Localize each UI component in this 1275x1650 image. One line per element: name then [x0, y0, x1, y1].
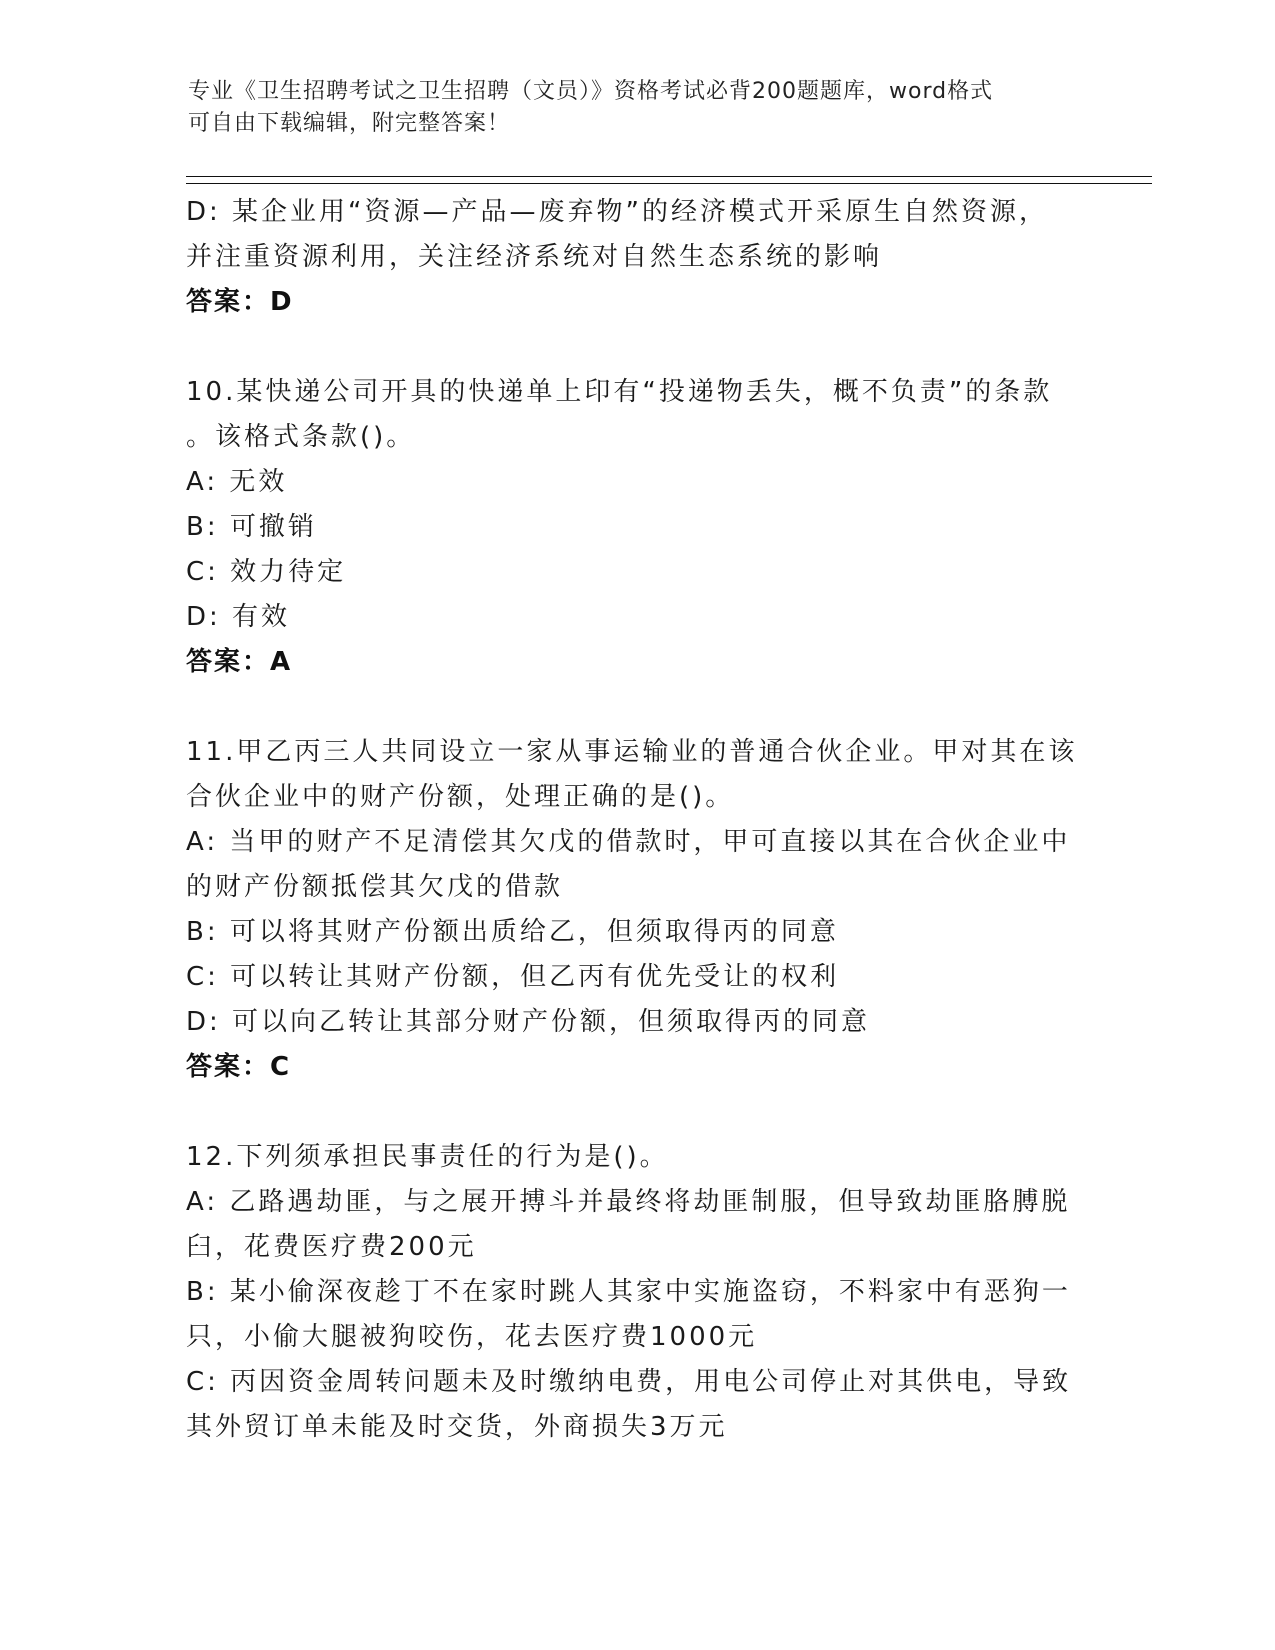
q12-option-a-line2: 臼，花费医疗费200元	[186, 1232, 477, 1262]
q12-option-b-line2: 只，小偷大腿被狗咬伤，花去医疗费1000元	[186, 1322, 758, 1352]
q10-option-a: A: 无效	[186, 467, 288, 497]
q11-option-c: C: 可以转让其财产份额，但乙丙有优先受让的权利	[186, 962, 840, 992]
question-9-tail	[186, 190, 1086, 325]
q11-option-b: B: 可以将其财产份额出质给乙，但须取得丙的同意	[186, 917, 839, 947]
q10-stem-line1: 10.某快递公司开具的快递单上印有“投递物丢失，概不负责”的条款	[186, 377, 1053, 407]
q11-stem-line2: 合伙企业中的财产份额，处理正确的是()。	[186, 782, 735, 812]
q10-option-b: B: 可撤销	[186, 512, 317, 542]
q9-option-d-line1: D: 某企业用“资源—产品—废弃物”的经济模式开采原生自然资源，	[186, 197, 1048, 227]
question-content	[186, 190, 1086, 1450]
q11-option-a-line1: A: 当甲的财产不足清偿其欠戊的借款时，甲可直接以其在合伙企业中	[186, 827, 1071, 857]
q10-option-c: C: 效力待定	[186, 557, 347, 587]
q9-answer: 答案：D	[186, 287, 294, 317]
header-divider	[186, 176, 1152, 184]
page-header	[188, 76, 1088, 140]
q9-option-d-line2: 并注重资源利用，关注经济系统对自然生态系统的影响	[186, 242, 883, 272]
spacer	[186, 685, 1086, 730]
q11-answer: 答案：C	[186, 1052, 292, 1082]
q11-option-d: D: 可以向乙转让其部分财产份额，但须取得丙的同意	[186, 1007, 871, 1037]
question-10	[186, 370, 1086, 685]
question-11	[186, 730, 1086, 1090]
q12-option-a-line1: A: 乙路遇劫匪，与之展开搏斗并最终将劫匪制服，但导致劫匪胳膊脱	[186, 1187, 1071, 1217]
q10-answer: 答案：A	[186, 647, 293, 677]
q10-option-d: D: 有效	[186, 602, 291, 632]
header-line-2: 可自由下载编辑，附完整答案！	[188, 111, 511, 136]
q12-option-b-line1: B: 某小偷深夜趁丁不在家时跳人其家中实施盗窃，不料家中有恶狗一	[186, 1277, 1071, 1307]
q11-option-a-line2: 的财产份额抵偿其欠戊的借款	[186, 872, 564, 902]
spacer	[186, 325, 1086, 370]
q11-stem-line1: 11.甲乙丙三人共同设立一家从事运输业的普通合伙企业。甲对其在该	[186, 737, 1078, 767]
q10-stem-line2: 。该格式条款()。	[186, 422, 416, 452]
q12-stem-line1: 12.下列须承担民事责任的行为是()。	[186, 1142, 669, 1172]
q12-option-c-line1: C: 丙因资金周转问题未及时缴纳电费，用电公司停止对其供电，导致	[186, 1367, 1072, 1397]
question-12	[186, 1135, 1086, 1450]
header-line-1: 专业《卫生招聘考试之卫生招聘（文员）》资格考试必背200题题库，word格式	[188, 79, 994, 104]
q12-option-c-line2: 其外贸订单未能及时交货，外商损失3万元	[186, 1412, 728, 1442]
spacer	[186, 1090, 1086, 1135]
